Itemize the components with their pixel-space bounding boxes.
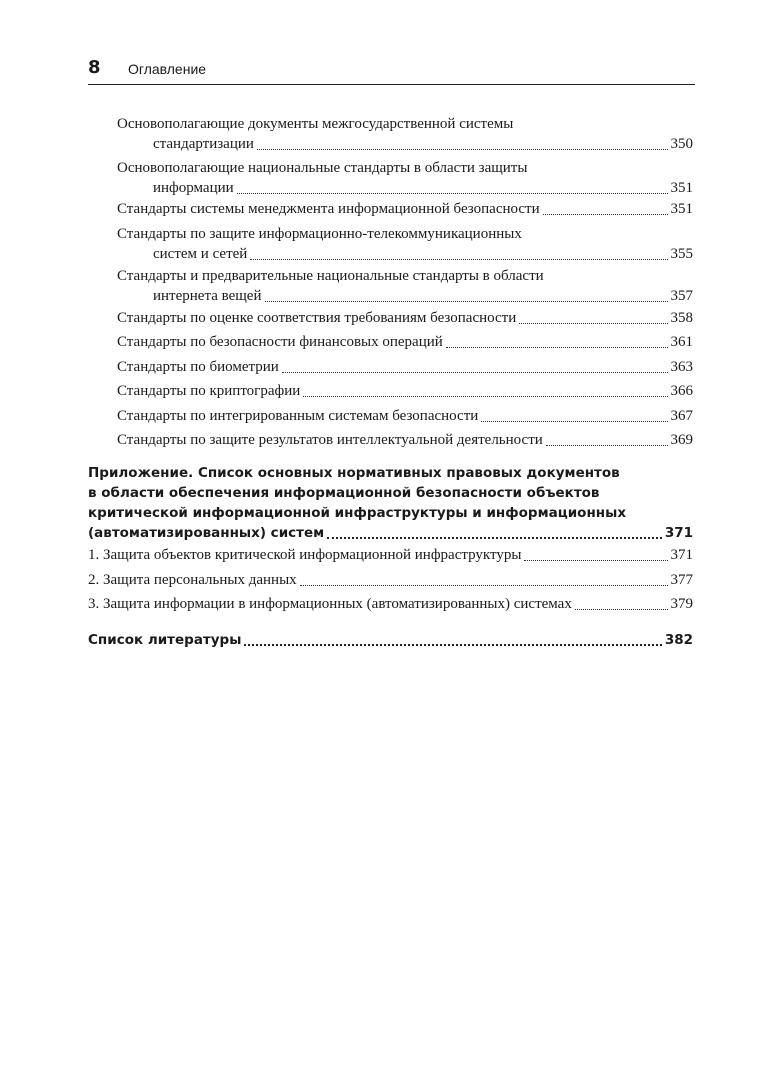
dot-leader <box>250 258 667 260</box>
dot-leader <box>481 420 667 422</box>
toc-entry-label: Стандарты по оценке соответствия требованиям безопасности <box>117 310 517 326</box>
toc-entry-label: интернета вещей <box>153 288 262 304</box>
toc-page-number: 361 <box>670 334 693 350</box>
toc-entry[interactable] <box>88 545 693 565</box>
toc-entry[interactable] <box>117 308 693 328</box>
toc-entry-line: Стандарты и предварительные национальные стандарты в области <box>117 268 544 284</box>
toc-entry[interactable] <box>117 406 693 426</box>
appendix-title-last-line: (автоматизированных) систем <box>88 525 325 541</box>
toc-page-number: 358 <box>670 310 693 326</box>
toc-page-number: 379 <box>670 596 693 612</box>
toc-entry-label: 2. Защита персональных данных <box>88 572 297 588</box>
toc-page-number: 350 <box>670 136 693 152</box>
dot-leader <box>257 148 668 150</box>
page-number: 8 <box>88 57 101 78</box>
toc-entry[interactable] <box>88 570 693 590</box>
dot-leader <box>300 584 668 586</box>
dot-leader <box>524 559 667 561</box>
toc-entry[interactable] <box>117 381 693 401</box>
toc-entry[interactable] <box>117 199 693 219</box>
toc-entry-label: стандартизации <box>153 136 254 152</box>
appendix-title-line: в области обеспечения информационной безопасности объектов <box>88 485 600 501</box>
dot-leader <box>282 371 668 373</box>
toc-page-number: 357 <box>670 288 693 304</box>
toc-references-entry[interactable] <box>88 630 693 650</box>
toc-entry-label: 1. Защита объектов критической информационной инфраструктуры <box>88 547 522 563</box>
toc-page-number: 363 <box>670 359 693 375</box>
dot-leader <box>546 444 668 446</box>
appendix-title-line: критической информационной инфраструктуры и информационных <box>88 505 627 521</box>
toc-page-number: 367 <box>670 408 693 424</box>
toc-entry-label: Список литературы <box>88 632 242 648</box>
toc-page-number: 355 <box>670 246 693 262</box>
toc-appendix-entry[interactable] <box>88 463 693 543</box>
dot-leader <box>575 608 668 610</box>
toc-entry-line: Основополагающие документы межгосударственной системы <box>117 116 514 132</box>
toc-entry-label: Стандарты системы менеджмента информационной безопасности <box>117 201 540 217</box>
toc-entry[interactable] <box>117 332 693 352</box>
toc-entry-label: Стандарты по интегрированным системам безопасности <box>117 408 479 424</box>
toc-page-number: 382 <box>664 632 693 648</box>
toc-entry-line: Стандарты по защите информационно-телекоммуникационных <box>117 226 522 242</box>
toc-entry-label: систем и сетей <box>153 246 248 262</box>
running-title: Оглавление <box>128 61 207 77</box>
dot-leader <box>265 300 668 302</box>
dot-leader <box>303 395 667 397</box>
dot-leader <box>519 322 667 324</box>
toc-page-number: 369 <box>670 432 693 448</box>
toc-entry-label: Стандарты по безопасности финансовых операций <box>117 334 443 350</box>
dot-leader <box>446 346 668 348</box>
dot-leader <box>543 213 668 215</box>
toc-entry-label: 3. Защита информации в информационных (автоматизированных) системах <box>88 596 572 612</box>
toc-entry[interactable] <box>117 266 693 306</box>
toc-entry[interactable] <box>117 114 693 154</box>
dot-leader <box>327 536 662 539</box>
toc-entry[interactable] <box>117 357 693 377</box>
toc-entry[interactable] <box>117 224 693 264</box>
toc-entry[interactable] <box>117 158 693 198</box>
toc-entry-label: Стандарты по криптографии <box>117 383 301 399</box>
toc-page-number: 377 <box>670 572 693 588</box>
toc-entry-label: Стандарты по биометрии <box>117 359 279 375</box>
page-header <box>88 56 695 85</box>
toc-page-number: 351 <box>670 180 693 196</box>
toc-page-number: 366 <box>670 383 693 399</box>
toc-entry-label: информации <box>153 180 234 196</box>
appendix-title-line: Приложение. Список основных нормативных правовых документов <box>88 465 620 481</box>
toc-entry-label: Стандарты по защите результатов интеллектуальной деятельности <box>117 432 543 448</box>
toc-page-number: 371 <box>670 547 693 563</box>
dot-leader <box>244 643 661 646</box>
toc-entry[interactable] <box>88 594 693 614</box>
toc-page-number: 371 <box>664 525 693 541</box>
toc-page-number: 351 <box>670 201 693 217</box>
dot-leader <box>237 192 668 194</box>
toc-entry-line: Основополагающие национальные стандарты в области защиты <box>117 160 528 176</box>
toc-entry[interactable] <box>117 430 693 450</box>
